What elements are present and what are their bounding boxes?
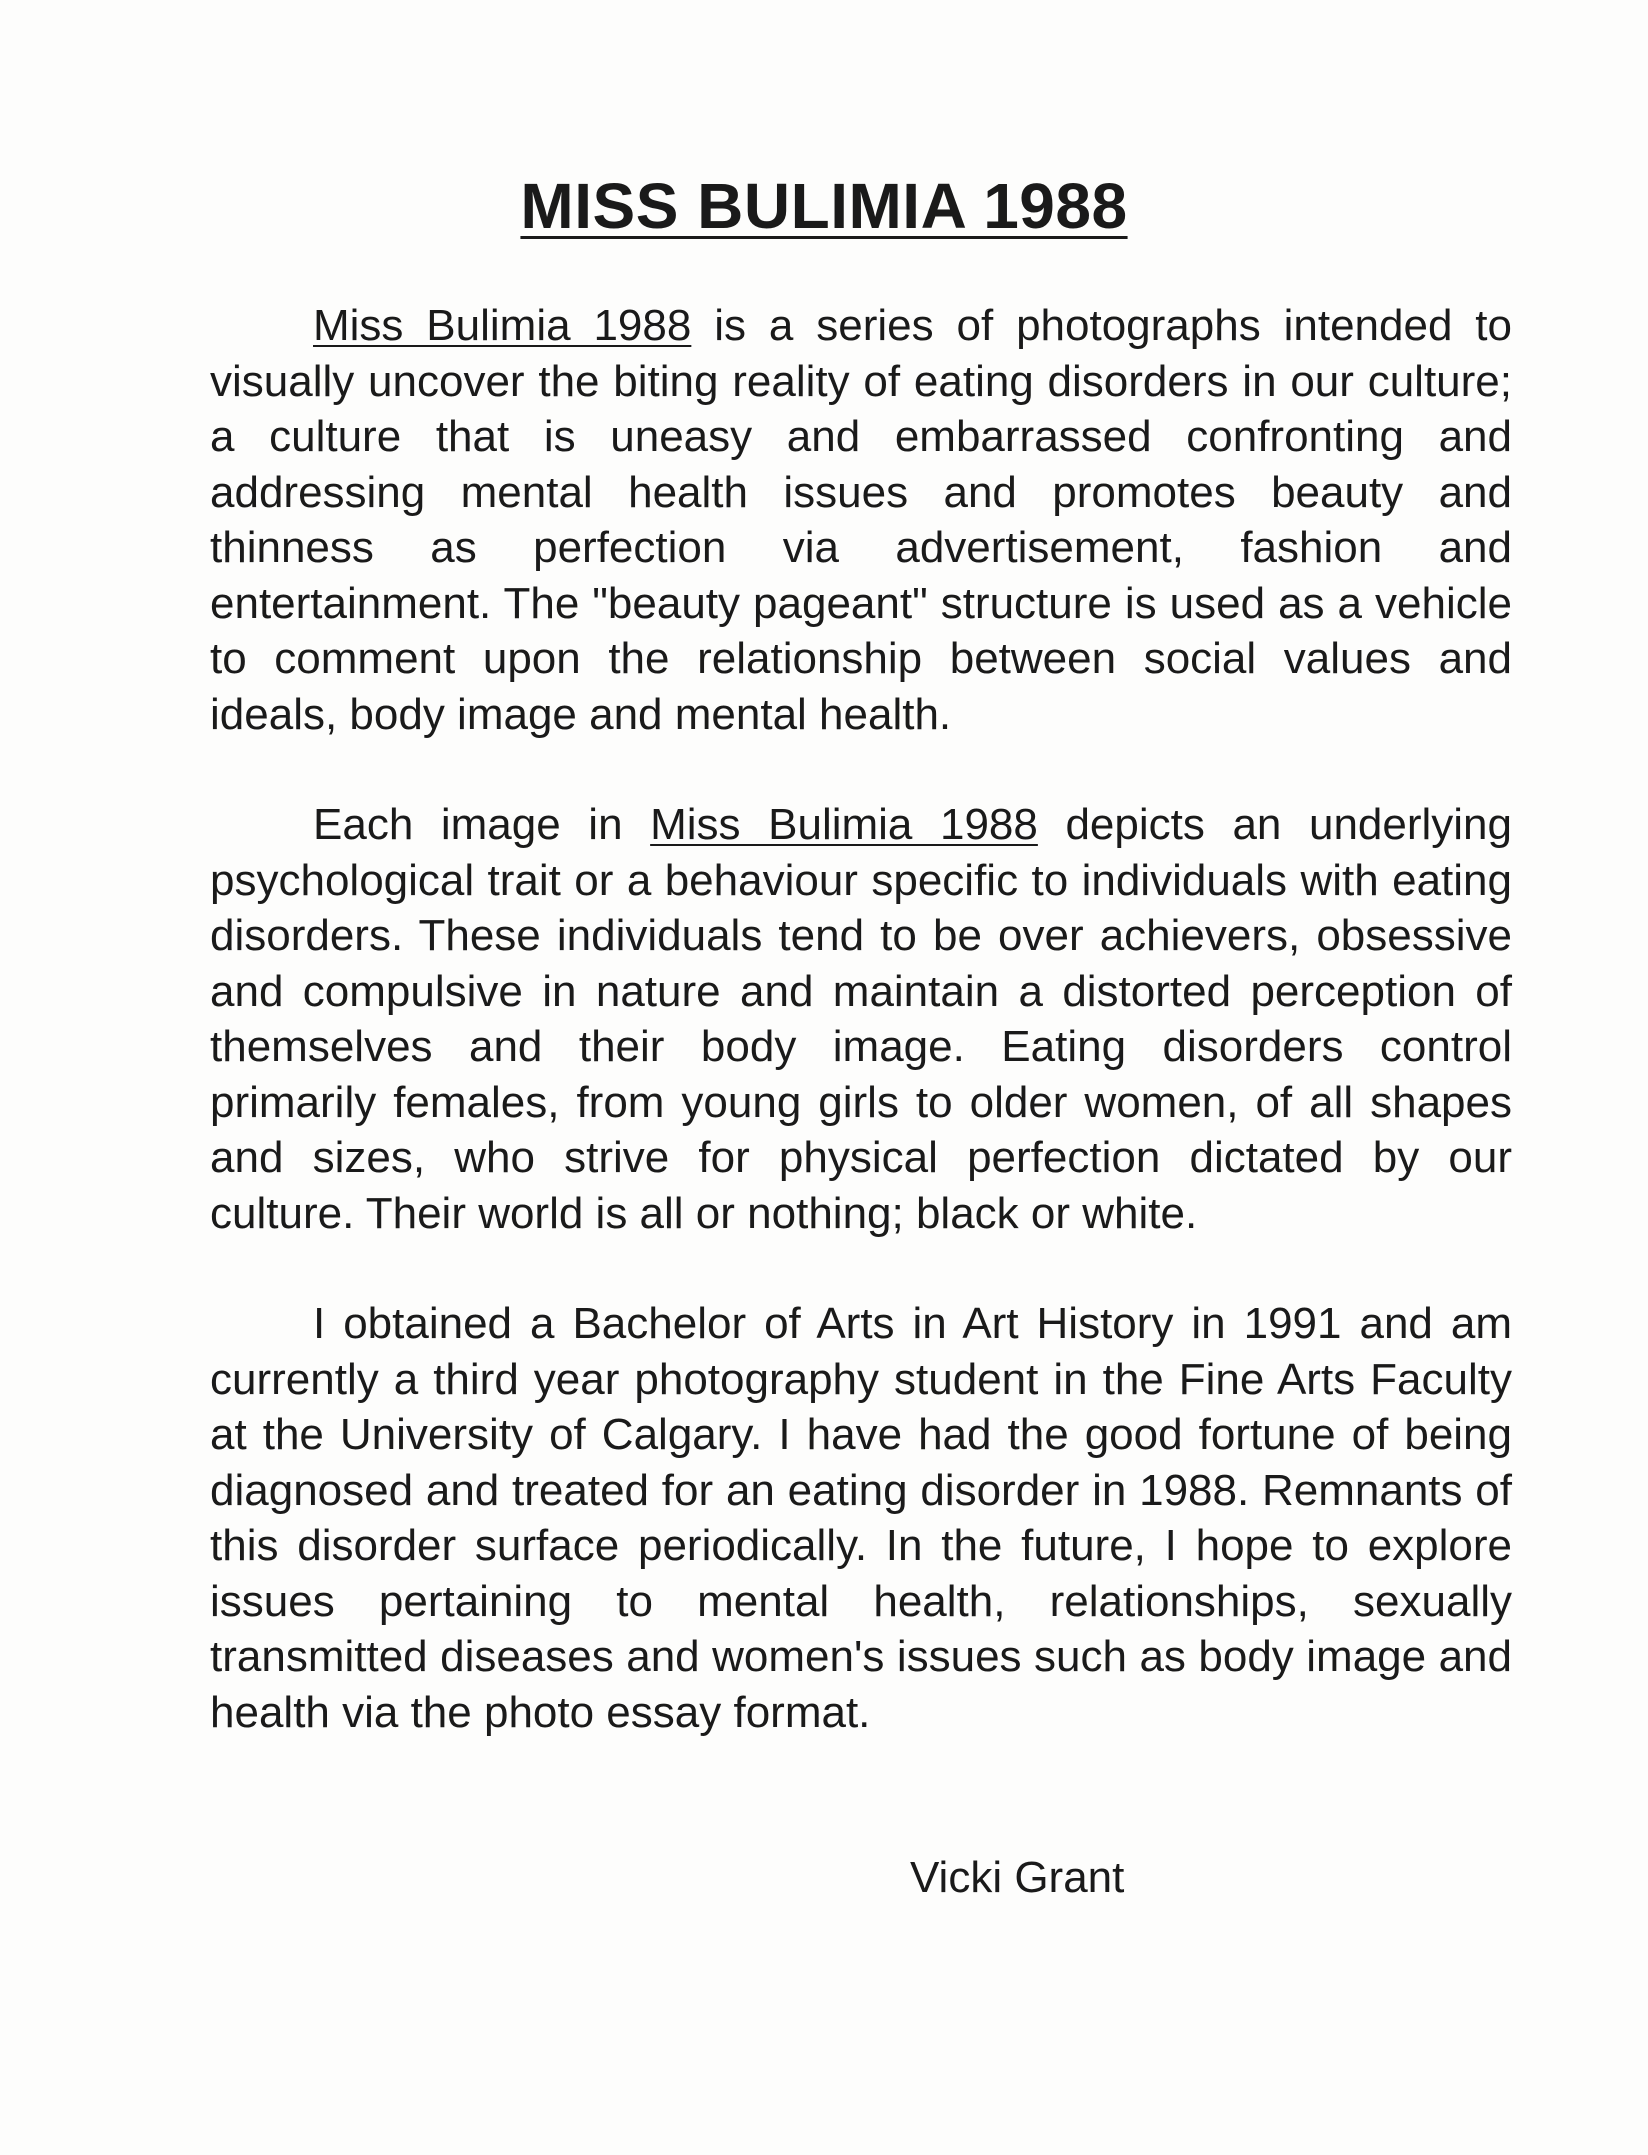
work-title-reference: Miss Bulimia 1988 bbox=[650, 800, 1038, 849]
paragraph-biography bbox=[210, 1296, 1512, 1740]
document-body bbox=[210, 298, 1512, 1795]
document-title bbox=[0, 168, 1648, 245]
paragraph-imagery-text: depicts an underlying psychological trait or a behaviour specific to individuals with eating disorders. These individuals tend to be over achievers, obsessive and compulsive in nature and maintain a distorted perception of themselves and their body image. Eating disorders control primarily females, from young girls to older women, of all shapes and sizes, who strive for physical perfection dictated by our culture. Their world is all or nothing; black or white. bbox=[210, 800, 1512, 1238]
paragraph-biography-text: I obtained a Bachelor of Arts in Art History in 1991 and am currently a third year photography student in the Fine Arts Faculty at the University of Calgary. I have had the good fortune of being diagnosed and treated for an eating disorder in 1988. Remnants of this disorder surface periodically. In the future, I hope to explore issues pertaining to mental health, relationships, sexually transmitted diseases and women's issues such as body image and health via the photo essay format. bbox=[210, 1299, 1512, 1737]
paragraph-imagery-lead: Each image in bbox=[313, 800, 651, 849]
work-title-reference: Miss Bulimia 1988 bbox=[313, 301, 692, 350]
author-signature: Vicki Grant bbox=[910, 1853, 1125, 1902]
document-title-text: MISS BULIMIA 1988 bbox=[520, 170, 1128, 242]
paragraph-imagery bbox=[210, 797, 1512, 1241]
paragraph-intro-text: is a series of photographs intended to visually uncover the biting reality of eating disorders in our culture; a culture that is uneasy and embarrassed confronting and addressing mental health issues and promotes beauty and thinness as perfection via advertisement, fashion and entertainment. The "beauty pageant" structure is used as a vehicle to comment upon the relationship between social values and ideals, body image and mental health. bbox=[210, 301, 1512, 739]
paragraph-intro bbox=[210, 298, 1512, 742]
